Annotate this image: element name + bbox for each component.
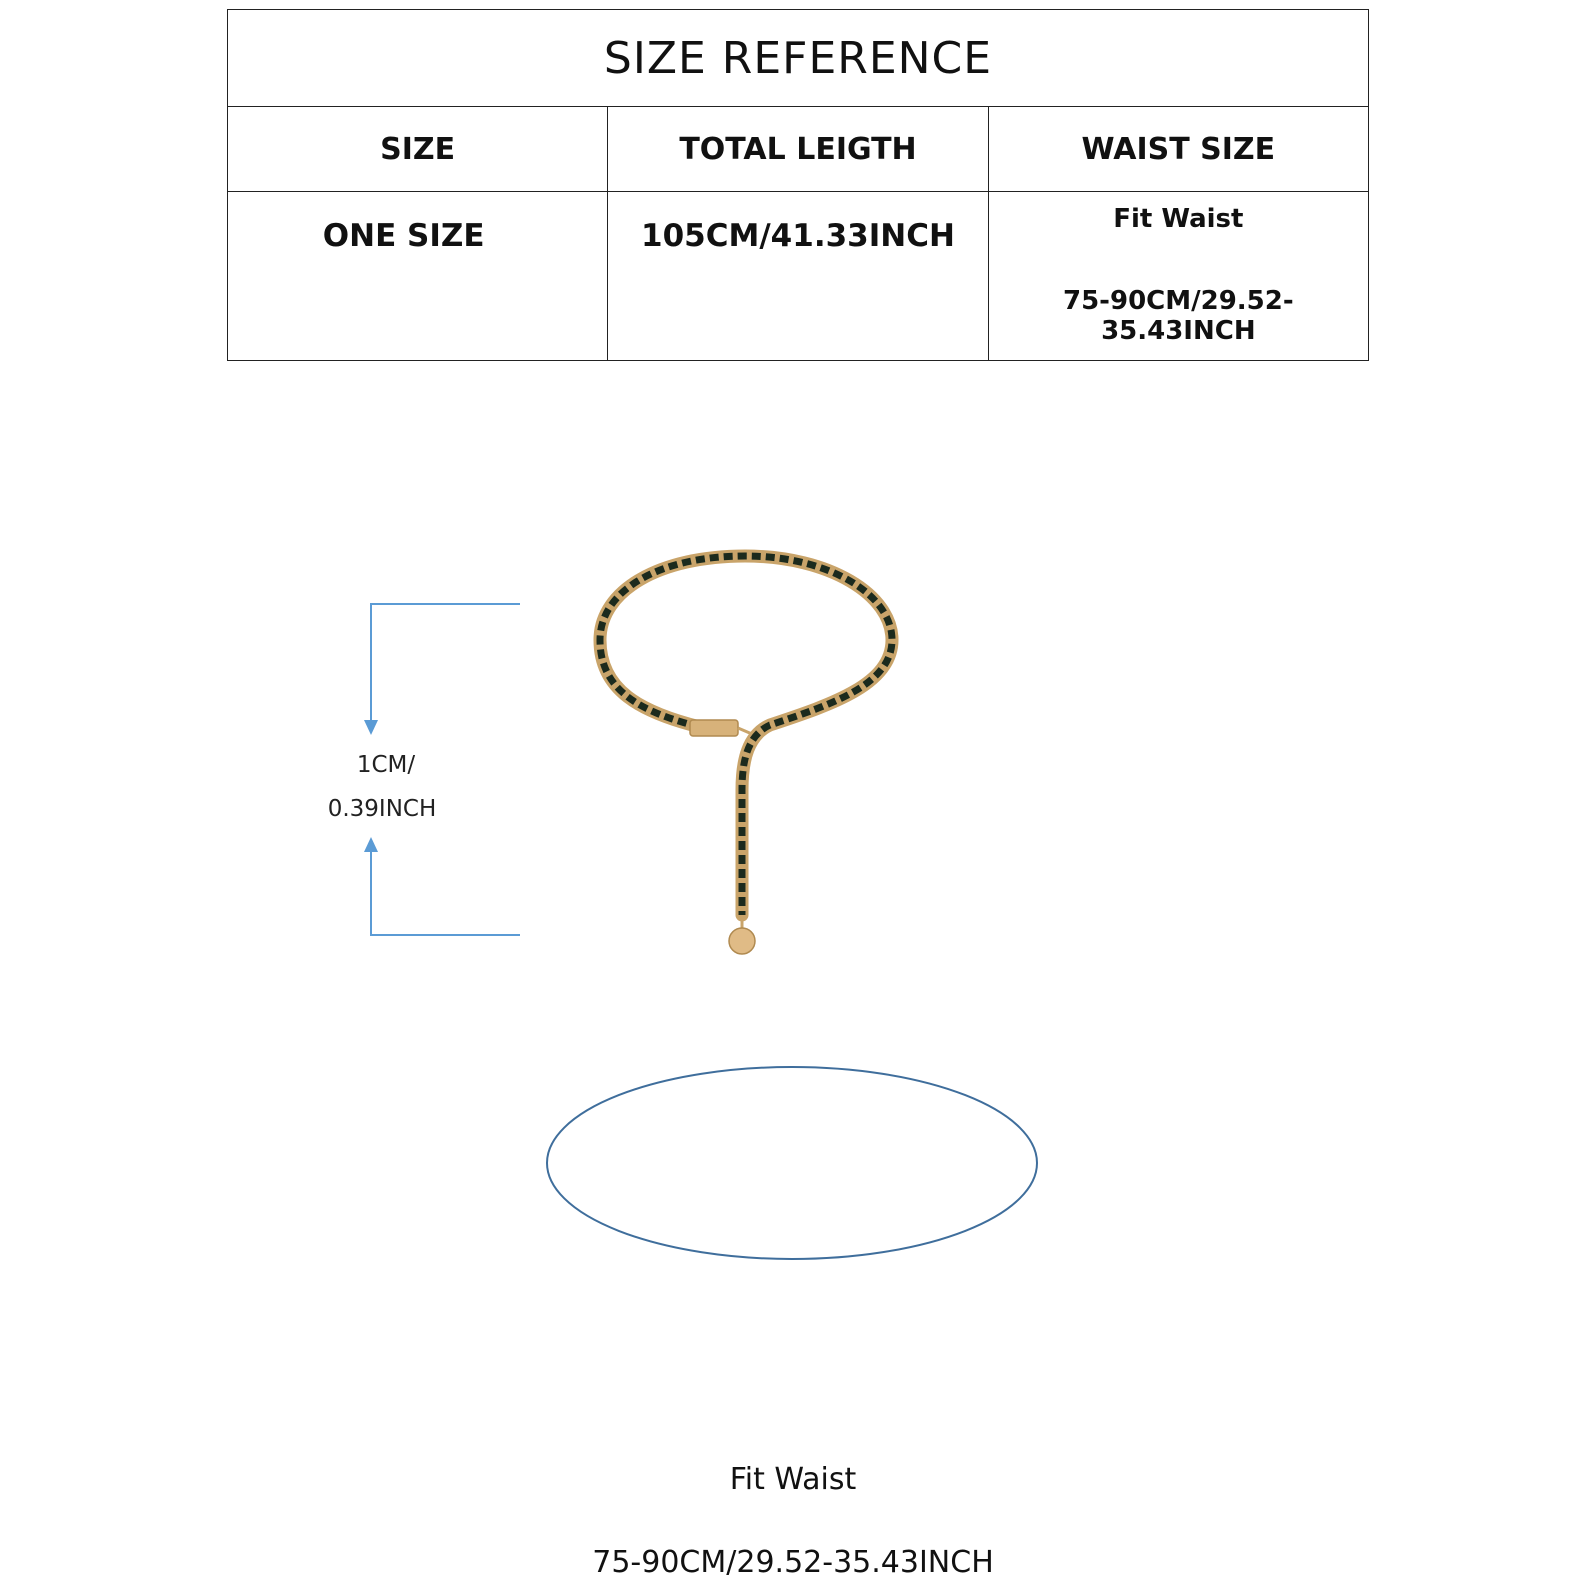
bottom-fit-label: Fit Waist (729, 1462, 857, 1497)
table-title: SIZE REFERENCE (228, 10, 1369, 107)
header-size: SIZE (228, 107, 608, 192)
arrow-down-icon (364, 720, 378, 735)
arrow-up-icon (364, 837, 378, 852)
header-waist-size: WAIST SIZE (988, 107, 1368, 192)
dimension-label-line2: 0.39INCH (327, 796, 437, 822)
chain-belt-illustration (600, 556, 892, 954)
waist-range-value: 75-90CM/29.52-35.43INCH (1063, 286, 1294, 346)
waist-fit-label: Fit Waist (1113, 204, 1244, 234)
total-length-value: 105CM/41.33INCH (641, 218, 955, 254)
pendant-charm (729, 928, 755, 954)
header-total-length: TOTAL LEIGTH (608, 107, 988, 192)
clasp-plate (690, 720, 738, 736)
dimension-label-line1: 1CM/ (356, 752, 416, 778)
waist-ellipse (547, 1067, 1037, 1259)
size-value: ONE SIZE (322, 218, 485, 254)
bottom-waist-range: 75-90CM/29.52-35.43INCH (592, 1545, 994, 1580)
